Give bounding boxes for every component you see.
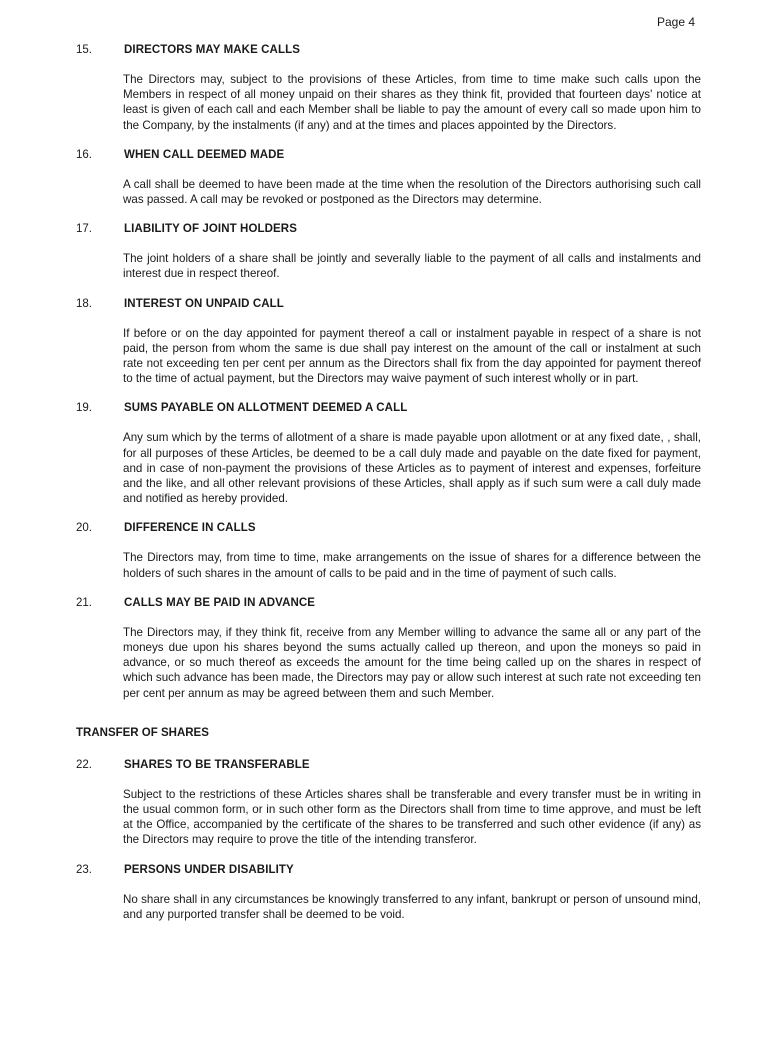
clause-title: LIABILITY OF JOINT HOLDERS (124, 223, 297, 236)
clause-body: The Directors may, from time to time, make arrangements on the issue of shares for a difference between the holders of such shares in the amount of calls to be paid and in the time of payment of such calls. (123, 551, 701, 580)
clause (0, 147, 763, 207)
clause-body: If before or on the day appointed for payment thereof a call or instalment payable in respect of a share is not paid, the person from whom the same is due shall pay interest on the amount of the call or instalment at such rate not exceeding ten per cent per annum as the Directors shall fix from the day appointed for payment thereof to the time of actual payment, but the Directors may waive payment of such interest wholly or in part. (123, 326, 701, 386)
clause-title: DIFFERENCE IN CALLS (124, 522, 256, 535)
clause (0, 595, 763, 701)
clause-number: 16. (76, 148, 92, 161)
clause-list-transfer (0, 757, 763, 922)
clause-body: Any sum which by the terms of allotment of a share is made payable upon allotment or at any fixed date, , shall, for all purposes of these Articles, be deemed to be a call duly made and payable on the date fixed for payment, and in case of non-payment the provisions of these Articles as to payment of interest and expenses, forfeiture and the like, and all other relevant provisions of these Articles, shall apply as if such sum were a call duly made and notified as hereby provided. (123, 431, 701, 506)
document-body (0, 42, 763, 936)
clause-body: No share shall in any circumstances be knowingly transferred to any infant, bankrupt or person of unsound mind, and any purported transfer shall be deemed to be void. (123, 892, 701, 921)
clause-title: INTEREST ON UNPAID CALL (124, 297, 284, 310)
clause-number: 22. (76, 758, 92, 771)
clause (0, 862, 763, 922)
clause-title: SUMS PAYABLE ON ALLOTMENT DEEMED A CALL (124, 402, 408, 415)
clause-number: 23. (76, 863, 92, 876)
clause-title: CALLS MAY BE PAID IN ADVANCE (124, 596, 316, 609)
clause-heading (0, 400, 763, 416)
clause-heading (0, 42, 763, 58)
clause (0, 400, 763, 506)
clause-heading (0, 221, 763, 237)
clause (0, 221, 763, 281)
clause-body: A call shall be deemed to have been made at the time when the resolution of the Directors authorising such call was passed. A call may be revoked or postponed as the Directors may determine. (123, 177, 701, 207)
clause-body: Subject to the restrictions of these Articles shares shall be transferable and every transfer must be in writing in the usual common form, or in such other form as the Directors shall from time to time approve, and must be left at the Office, accompanied by the certificate of the shares to be transferred and such other evidence (if any) as the Directors may require to prove the title of the intending transferor. (123, 787, 701, 847)
clause-title: DIRECTORS MAY MAKE CALLS (124, 44, 300, 56)
clause-title: WHEN CALL DEEMED MADE (124, 148, 285, 161)
clause-title: PERSONS UNDER DISABILITY (124, 863, 294, 876)
clause (0, 296, 763, 387)
clause (0, 520, 763, 580)
clause-body: The Directors may, if they think fit, receive from any Member willing to advance the same all or any part of the moneys due upon his shares beyond the sums actually called up thereon, and upon the moneys so paid in advance, or so much thereof as exceeds the amount for the time being called up on the shares in respect of which such advance has been made, the Directors may pay or allow such interest at such rate not exceeding ten per cent per annum as may be agreed between them and such Member. (123, 625, 701, 700)
clause (0, 42, 763, 133)
clause-number: 15. (76, 44, 92, 56)
clause-heading (0, 520, 763, 536)
clause-body: The Directors may, subject to the provisions of these Articles, from time to time make such calls upon the Members in respect of all money unpaid on their shares as they think fit, provided that fourteen days' notice at least is given of each call and each Member shall be liable to pay the amount of every call so made upon him to the Company, by the instalments (if any) and at the times and places appointed by the Directors. (123, 73, 701, 132)
clause (0, 757, 763, 848)
clause-number: 21. (76, 596, 92, 609)
clause-heading (0, 296, 763, 312)
section-heading: TRANSFER OF SHARES (76, 726, 209, 739)
clause-heading (0, 147, 763, 163)
page-number: Page 4 (657, 15, 696, 29)
clause-number: 17. (76, 223, 92, 236)
clause-number: 20. (76, 522, 92, 535)
clause-heading (0, 595, 763, 611)
clause-heading (0, 862, 763, 878)
clause-title: SHARES TO BE TRANSFERABLE (124, 758, 310, 771)
clause-number: 19. (76, 402, 92, 415)
clause-body: The joint holders of a share shall be jointly and severally liable to the payment of all calls and instalments and interest due in respect thereof. (123, 252, 701, 281)
clause-number: 18. (76, 297, 92, 310)
clause-heading (0, 757, 763, 773)
clause-list-calls (0, 42, 763, 701)
